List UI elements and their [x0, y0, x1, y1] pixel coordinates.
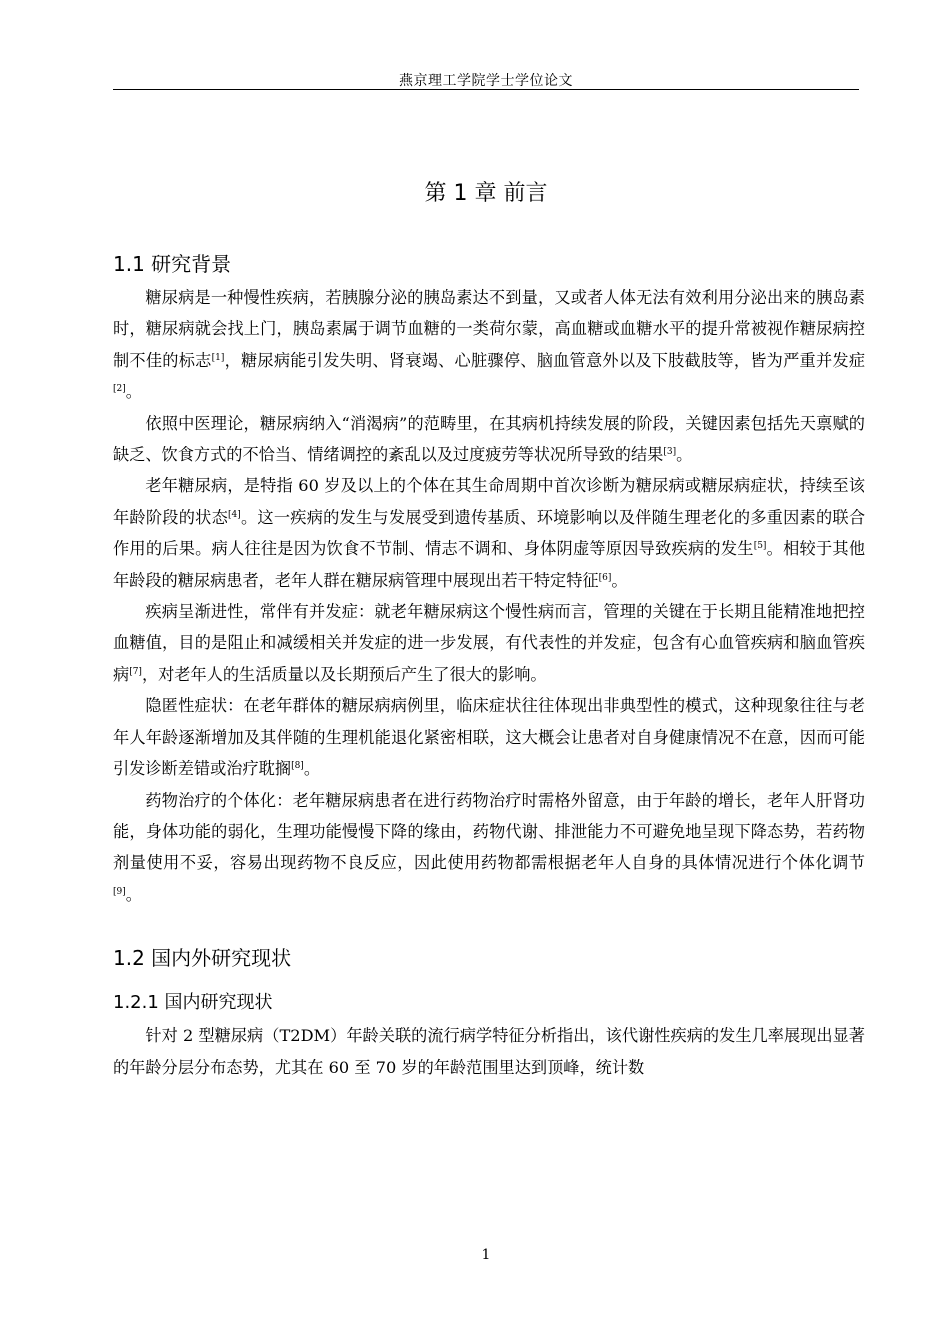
paragraph: 老年糖尿病，是特指 60 岁及以上的个体在其生命周期中首次诊断为糖尿病或糖尿病症状，持续至该年龄阶段的状态[4]。这一疾病的发生与发展受到遗传基质、环境影响以及伴随生理老化的多重因素的联合作用的后果。病人往往是因为饮食不节制、情志不调和、身体阴虚等原因导致疾病的发生[5]。相较于其他年龄段的糖尿病患者，老年人群在糖尿病管理中展现出若干特定特征[6]。 [113, 476, 866, 590]
page-number: 1 [481, 1247, 491, 1263]
chapter-title: 第 1 章 前言 [424, 181, 548, 206]
citation-ref: [7] [129, 666, 142, 677]
citation-ref: [5] [753, 541, 767, 552]
running-header: 燕京理工学院学士学位论文 [399, 73, 573, 89]
paragraph: 依照中医理论，糖尿病纳入“消渴病”的范畴里，在其病机持续发展的阶段，关键因素包括先天禀赋的缺乏、饮食方式的不恰当、情绪调控的紊乱以及过度疲劳等状况所导致的结果[3]。 [113, 413, 865, 465]
paragraph: 隐匿性症状：在老年群体的糖尿病病例里，临床症状往往体现出非典型性的模式，这种现象往往与老年人年龄逐渐增加及其伴随的生理机能退化紧密相联，这大概会让患者对自身健康情况不在意，因而可能引发诊断差错或治疗耽搁[8]。 [113, 696, 865, 779]
citation-ref: [6] [598, 572, 612, 583]
section-spacer [113, 910, 865, 940]
paragraph: 药物治疗的个体化：老年糖尿病患者在进行药物治疗时需格外留意，由于年龄的增长，老年人肝肾功能，身体功能的弱化，生理功能慢慢下降的缘由，药物代谢、排泄能力不可避免地呈现下降态势，若药物剂量使用不妥，容易出现药物不良反应，因此使用药物都需根据老年人自身的具体情况进行个体化调节[9]。 [113, 790, 865, 904]
citation-ref: [8] [291, 761, 304, 772]
citation-ref: [2] [113, 384, 126, 395]
subsection-spacer [113, 976, 865, 986]
header-rule [113, 89, 859, 90]
citation-ref: [3] [663, 447, 677, 458]
section-heading-1-2: 1.2 国内外研究现状 [113, 946, 292, 971]
paragraph: 糖尿病是一种慢性疾病，若胰腺分泌的胰岛素达不到量，又或者人体无法有效利用分泌出来的胰岛素时，糖尿病就会找上门，胰岛素属于调节血糖的一类荷尔蒙，高血糖或血糖水平的提升常被视作糖尿病控制不佳的标志[1]，糖尿病能引发失明、肾衰竭、心脏骤停、脑血管意外以及下肢截肢等，皆为严重并发症[2]。 [113, 288, 866, 402]
main-content [113, 246, 865, 1083]
subsection-heading-1-2-1: 1.2.1 国内研究现状 [113, 992, 273, 1014]
citation-ref: [9] [113, 886, 126, 897]
section-heading-1-1: 1.1 研究背景 [113, 252, 232, 276]
paragraph: 疾病呈渐进性，常伴有并发症：就老年糖尿病这个慢性病而言，管理的关键在于长期且能精准地把控血糖值，目的是阻止和减缓相关并发症的进一步发展，有代表性的并发症，包含有心血管疾病和脑血管疾病[7]，对老年人的生活质量以及长期预后产生了很大的影响。 [113, 602, 865, 684]
paragraph: 针对 2 型糖尿病（T2DM）年龄关联的流行病学特征分析指出，该代谢性疾病的发生几率展现出显著的年龄分层分布态势，尤其在 60 至 70 岁的年龄范围里达到顶峰，统计数 [113, 1026, 865, 1077]
citation-ref: [1] [211, 352, 225, 363]
citation-ref: [4] [228, 509, 241, 520]
